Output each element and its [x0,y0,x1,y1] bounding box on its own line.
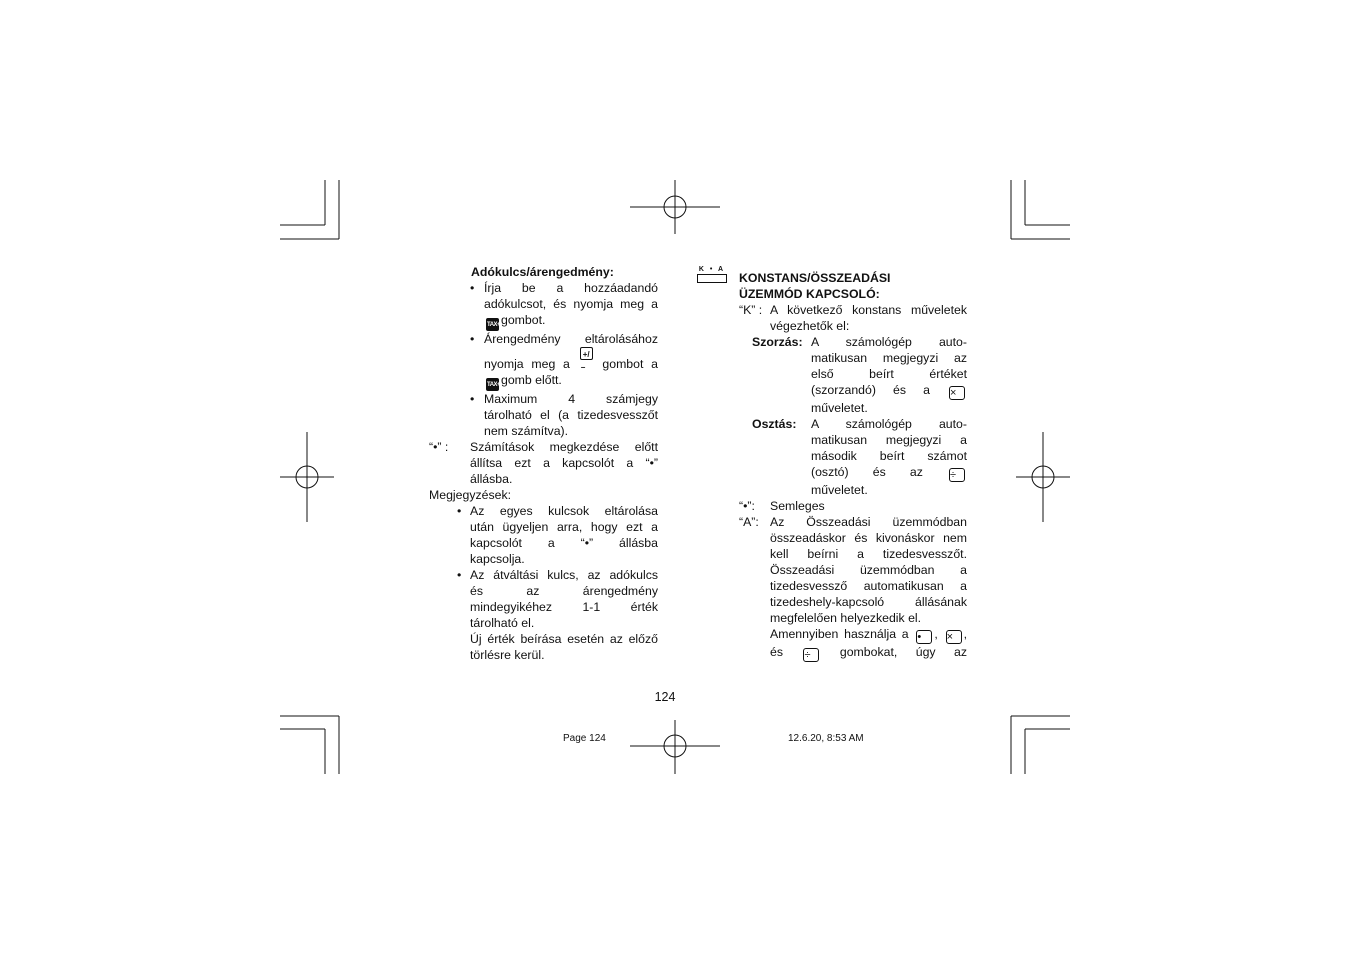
tax-discount-heading: Adókulcs/árengedmény: [471,265,614,279]
divide-key-icon: ÷ [803,648,819,662]
ka-switch-icon: K • A [697,265,727,283]
text-line: Új érték beírása esetén az előző [470,632,658,646]
registration-mark-left [280,432,334,522]
text-line: TAX+gomb előtt. [484,372,658,391]
bullet-item: • Maximum 4 számjegy tárolható el (a tizedesvesszőt nem számítva). [470,392,658,438]
a-position-item [739,514,967,662]
note-item: • Az átváltási kulcs, az adókulcs és az árengedmény mindegyikéhez 1-1 érték tárolható el. Új érték beírása esetén az előző törlésre kerül. [457,568,658,662]
note-item: • Az egyes kulcsok eltárolása után ügyeljen arra, hogy ezt a kapcsolót a “•” állásba kapcsolja. [457,504,658,566]
text-line: tizedesvessző automatikusan a [770,579,967,593]
text-line: nyomja meg a +/− gombot a [484,347,658,372]
item-label: “•”: [739,499,755,513]
footer-timestamp: 12.6.20, 8:53 AM [788,733,864,744]
multiply-key-icon: × [949,386,965,400]
text-line: és ÷ gombokat, úgy az [770,645,967,661]
text-line: műveletet. [811,483,868,497]
text-line: Az átváltási kulcs, az adókulcs [470,568,658,582]
division-item [739,416,967,498]
item-label: “K” : [739,303,763,317]
text-line: Az egyes kulcsok eltárolása [470,504,658,518]
k-position-item [739,302,967,334]
multiply-key-icon: × [946,630,962,644]
text-line: Árengedmény eltárolásához [484,332,658,346]
registration-mark-right [1016,432,1070,522]
text-line: műveletet. [811,401,868,415]
left-column [429,264,658,663]
item-label: Szorzás: [752,335,803,349]
decimal-point-key-icon: • [916,630,932,644]
text-line: TAX+gombot. [484,312,658,331]
registration-mark-top [630,180,720,234]
text-line: (szorzandó) és a × [811,382,967,400]
text-line: A számológép auto- [811,417,967,431]
text-line: Írja be a hozzáadandó [484,281,658,295]
text-line: állásba. [470,472,513,486]
text-line: és az árengedmény [470,584,658,598]
text-line: Semleges [770,499,825,513]
text-line: Összeadási üzemmódban a [770,563,967,577]
text-line: matikusan megjegyzi az [811,351,967,365]
divide-key-icon: ÷ [949,468,965,482]
text-line: tizedeshely-kapcsoló állásának [770,595,967,609]
text-line: második beírt számot [811,449,967,463]
text-line: állítsa ezt a kapcsolót a “•” [470,456,658,470]
text-line: nem számítva). [484,424,569,438]
registration-mark-bottom [630,720,720,774]
text-line: matikusan megjegyzi a [811,433,967,447]
text-line: tárolható el. [470,616,535,630]
text-line: első beírt értéket [811,367,967,381]
text-line: A következő konstans műveletek [770,303,967,317]
item-label: “A”: [739,515,759,529]
item-label: Osztás: [752,417,797,431]
text-line: végezhetők el: [770,319,850,333]
text-line: kell beírni a tizedesvesszőt. [770,547,967,561]
page-number: 124 [654,690,676,704]
dot-position-item [429,439,658,487]
text-line: A számológép auto- [811,335,967,349]
plus-minus-key-icon: +/− [580,347,593,360]
right-column [739,270,967,662]
text-line: törlésre kerül. [470,648,545,662]
text-line: tárolható el (a tizedesvesszőt [484,408,658,422]
bullet-item: • Írja be a hozzáadandó adókulcsot, és nyomja meg a TAX+gombot. [429,280,658,331]
notes-label: Megjegyzések: [429,488,512,502]
text-line: kapcsolja. [470,552,525,566]
neutral-position-item [739,498,967,514]
text-line: adókulcsot, és nyomja meg a [484,297,658,311]
text-line: megfelelően helyezkedik el. [770,611,922,625]
text-line: Az Összeadási üzemmódban [770,515,967,529]
tax-plus-key-icon: TAX+ [486,378,499,391]
text-line: Amennyiben használja a • , × , [770,627,967,643]
text-line: összeadáskor és kivonáskor nem [770,531,967,545]
text-line: után ügyeljen arra, hogy ezt a [470,520,658,534]
text-line: kapcsolót a “•” állásba [470,536,658,550]
text-line: (osztó) és az ÷ [811,464,967,482]
footer-page-label: Page 124 [563,733,606,744]
item-label: “•” : [429,440,449,454]
multiplication-item [739,334,967,416]
text-line: mindegyikéhez 1-1 érték [470,600,658,614]
constant-add-heading-2: ÜZEMMÓD KAPCSOLÓ: [739,287,880,301]
tax-plus-key-icon: TAX+ [486,318,499,331]
constant-add-heading: KONSTANS/ÖSSZEADÁSI [739,271,891,285]
text-line: Maximum 4 számjegy [484,392,658,406]
bullet-item: • Árengedmény eltárolásához nyomja meg a +/− gombot a TAX+gomb előtt. [429,331,658,391]
text-line: Számítások megkezdése előtt [470,440,658,454]
